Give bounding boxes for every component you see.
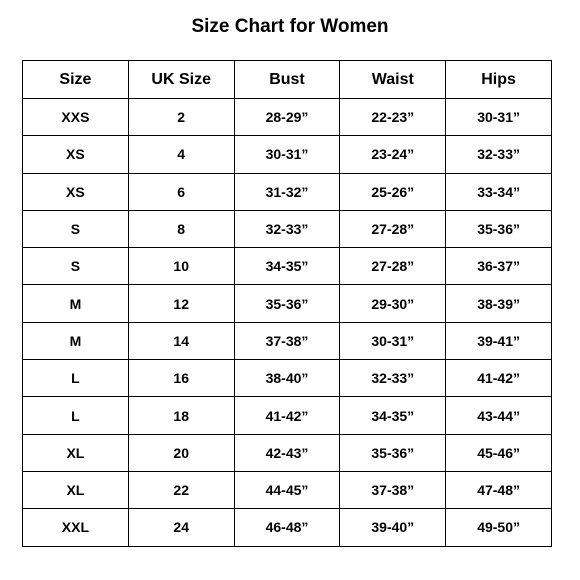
cell-hips: 35-36” [446,210,552,247]
cell-size: M [23,322,129,359]
cell-size: XL [23,471,129,508]
table-row [23,509,552,546]
table-row [23,322,552,359]
cell-waist: 30-31” [340,322,446,359]
column-header-bust: Bust [234,61,340,99]
cell-uk-size: 22 [128,471,234,508]
cell-bust: 28-29” [234,99,340,136]
cell-bust: 35-36” [234,285,340,322]
table-row [23,471,552,508]
cell-size: L [23,360,129,397]
table-row [23,99,552,136]
table-row [23,397,552,434]
table-row [23,434,552,471]
cell-uk-size: 18 [128,397,234,434]
column-header-uk-size: UK Size [128,61,234,99]
cell-bust: 42-43” [234,434,340,471]
size-chart-table [22,60,552,547]
cell-uk-size: 16 [128,360,234,397]
cell-uk-size: 6 [128,173,234,210]
cell-hips: 45-46” [446,434,552,471]
cell-uk-size: 8 [128,210,234,247]
cell-size: XXL [23,509,129,546]
cell-uk-size: 14 [128,322,234,359]
table-header-row [23,61,552,99]
cell-size: XS [23,136,129,173]
page-title: Size Chart for Women [191,16,389,37]
cell-hips: 38-39” [446,285,552,322]
cell-hips: 41-42” [446,360,552,397]
cell-hips: 43-44” [446,397,552,434]
cell-uk-size: 12 [128,285,234,322]
cell-size: S [23,248,129,285]
table-row [23,173,552,210]
cell-bust: 44-45” [234,471,340,508]
cell-bust: 31-32” [234,173,340,210]
table-row [23,360,552,397]
cell-waist: 35-36” [340,434,446,471]
cell-waist: 27-28” [340,248,446,285]
cell-uk-size: 10 [128,248,234,285]
cell-waist: 34-35” [340,397,446,434]
cell-size: M [23,285,129,322]
cell-waist: 32-33” [340,360,446,397]
column-header-hips: Hips [446,61,552,99]
cell-size: L [23,397,129,434]
cell-size: XL [23,434,129,471]
cell-hips: 30-31” [446,99,552,136]
table-row [23,136,552,173]
table-row [23,248,552,285]
cell-size: S [23,210,129,247]
cell-hips: 49-50” [446,509,552,546]
cell-hips: 33-34” [446,173,552,210]
cell-waist: 39-40” [340,509,446,546]
cell-uk-size: 20 [128,434,234,471]
cell-size: XS [23,173,129,210]
cell-hips: 39-41” [446,322,552,359]
cell-waist: 25-26” [340,173,446,210]
cell-bust: 34-35” [234,248,340,285]
column-header-size: Size [23,61,129,99]
cell-uk-size: 2 [128,99,234,136]
cell-hips: 47-48” [446,471,552,508]
cell-bust: 41-42” [234,397,340,434]
column-header-waist: Waist [340,61,446,99]
cell-uk-size: 24 [128,509,234,546]
cell-waist: 23-24” [340,136,446,173]
cell-hips: 32-33” [446,136,552,173]
table-row [23,285,552,322]
cell-bust: 38-40” [234,360,340,397]
cell-waist: 27-28” [340,210,446,247]
cell-bust: 32-33” [234,210,340,247]
cell-bust: 30-31” [234,136,340,173]
cell-hips: 36-37” [446,248,552,285]
cell-waist: 22-23” [340,99,446,136]
table-row [23,210,552,247]
cell-bust: 46-48” [234,509,340,546]
cell-size: XXS [23,99,129,136]
cell-uk-size: 4 [128,136,234,173]
cell-bust: 37-38” [234,322,340,359]
cell-waist: 37-38” [340,471,446,508]
cell-waist: 29-30” [340,285,446,322]
